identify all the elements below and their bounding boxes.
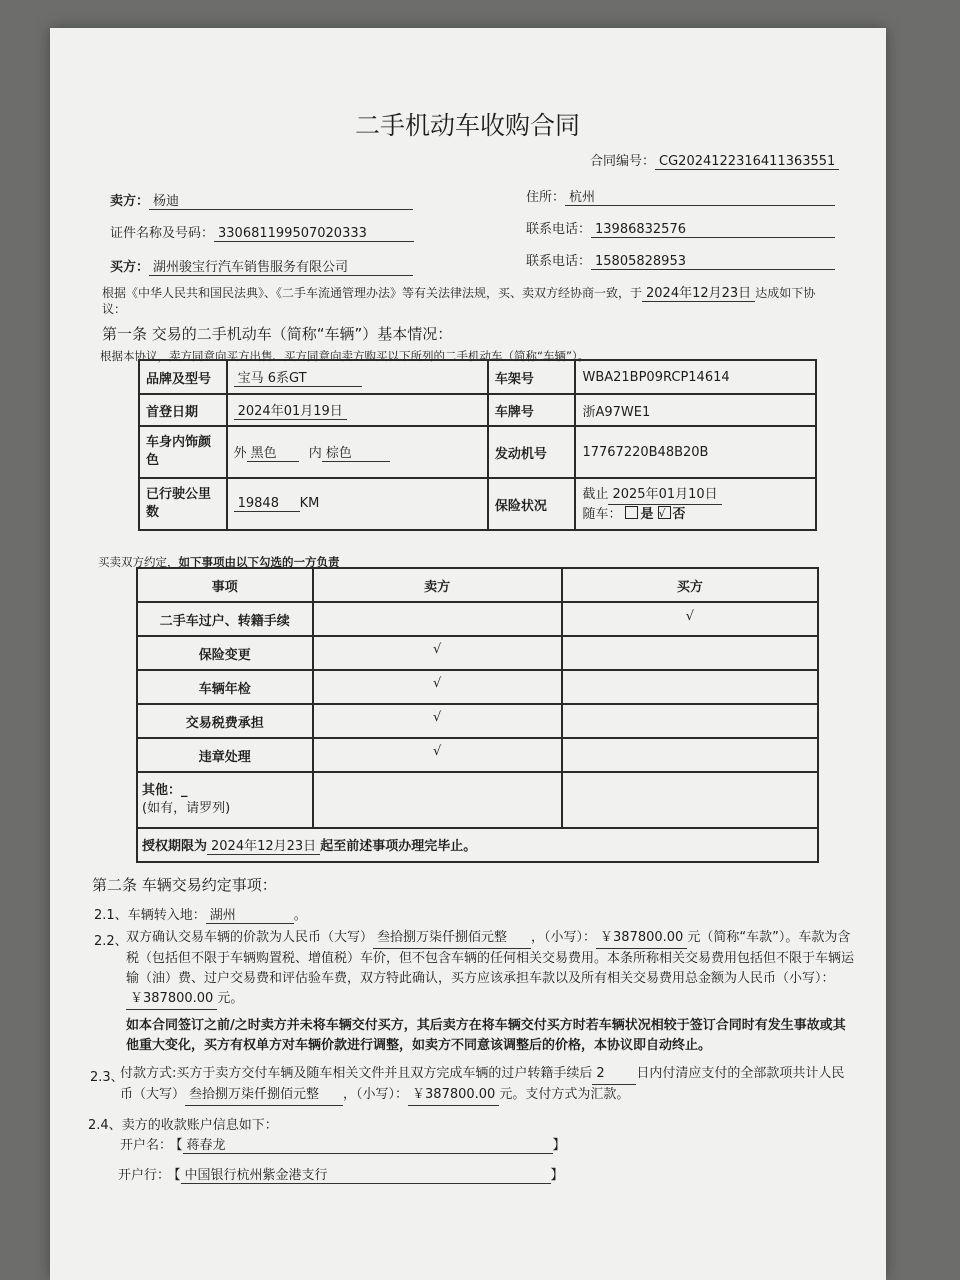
brand-value [227, 360, 488, 394]
seller-phone: 13986832576 [591, 222, 835, 238]
price-lower: ￥387800.00 [596, 928, 687, 949]
clause-2-4-label: 卖方的收款账户信息如下： [121, 1118, 278, 1133]
seller-address: 杭州 [565, 186, 835, 206]
clause-2-2-number: 2.2、 [94, 934, 128, 949]
account-name-row [120, 1134, 566, 1154]
engine-value: 17767220B48B20B [575, 426, 816, 478]
bracket-close: 】 [550, 1168, 564, 1183]
seller-address-row [526, 186, 835, 206]
insurance-value [575, 478, 816, 530]
id-row [110, 222, 414, 242]
row-seller-mark: √ [313, 738, 562, 772]
table-row [137, 704, 818, 738]
auth-label: 授权期限为 [142, 839, 208, 854]
no-checkbox[interactable] [658, 506, 671, 519]
row-buyer-mark [562, 636, 818, 670]
contract-number-value: CG2024122316411363551 [655, 154, 839, 170]
other-buyer [562, 772, 818, 828]
row-seller-mark [313, 602, 562, 636]
engine-label: 发动机号 [488, 426, 576, 478]
first-reg-label: 首登日期 [139, 394, 227, 426]
vehicle-row [139, 478, 816, 530]
mileage-value [227, 478, 488, 530]
row-buyer-mark [562, 738, 818, 772]
clause-2-2-text-a: 双方确认交易车辆的价款为人民币（大写） [126, 930, 374, 945]
payment-upper: 叁拾捌万柒仟捌佰元整 [185, 1085, 343, 1106]
auth-row [137, 828, 818, 862]
row-item: 交易税费承担 [137, 704, 313, 738]
clause-2-2-text-c: 元（简称“车款”）。车款为含税（包括但不限于车辆购置税、增值税）车价，但不包含车辆的任何相关交易费用。本条所称相关交易费用包括但不限于车辆运输（油）费、过户交易费和评估验车费，双方特此确认，买方应该承担车款以及所有相关交易费用总金额为人民币（小写）： [126, 930, 855, 986]
seller-label: 卖方： [110, 194, 150, 209]
mileage-label: 已行驶公里数 [139, 478, 227, 530]
row-item: 二手车过户、转籍手续 [137, 602, 313, 636]
bracket-open: 【 [176, 1138, 183, 1153]
bracket-open: 【 [174, 1168, 181, 1183]
mileage-number: 19848 [234, 496, 300, 512]
vehicle-row [139, 394, 816, 426]
clause-2-4-number: 2.4、 [88, 1118, 122, 1133]
clause-2-3-text-a: 付款方式:买方于卖方交付车辆及随车相关文件并且双方完成车辆的过户转籍手续后 [120, 1066, 593, 1081]
clause-2-3-number: 2.3、 [90, 1070, 124, 1085]
clause-2-4 [88, 1114, 278, 1133]
row-buyer-mark: √ [562, 602, 818, 636]
preamble [102, 282, 815, 302]
buyer-row [110, 256, 413, 276]
buyer-name: 湖州骏宝行汽车销售服务有限公司 [149, 256, 413, 276]
table-row [137, 636, 818, 670]
table-row [137, 738, 818, 772]
row-buyer-mark [562, 670, 818, 704]
clause-2-2-bold: 如本合同签订之前/之时卖方并未将车辆交付买方，其后卖方在将车辆交付买方时若车辆状况相较于签订合同时有发生事故或其他重大变化，买方有权单方对车辆价款进行调整，如卖方不同意该调整后的价格，本协议即自动终止。 [126, 1018, 846, 1053]
row-seller-mark: √ [313, 636, 562, 670]
clause-2-2-text-b: ，（小写）： [531, 930, 597, 945]
int-color: 棕色 [322, 442, 390, 462]
no-label: 否 [672, 506, 686, 522]
color-label: 车身内饰颜色 [139, 426, 227, 478]
follow-label: 随车： [582, 506, 622, 522]
article2-heading: 第二条 车辆交易约定事项： [92, 876, 277, 894]
vehicle-table [138, 359, 817, 531]
price-upper: 叁拾捌万柒仟捌佰元整 [373, 928, 531, 949]
clause-2-3-text-c: ，（小写）： [343, 1087, 409, 1102]
payment-days: 2 [592, 1064, 636, 1085]
clause-2-3 [120, 1064, 856, 1106]
ext-label: 外 [233, 446, 247, 461]
vehicle-row [139, 426, 816, 478]
int-label: 内 [308, 446, 322, 461]
auth-date: 2024年12月23日 [207, 835, 320, 855]
buyer-phone: 15805828953 [591, 254, 835, 270]
article1-intro: 根据本协议，卖方同意向买方出售、买方同意向卖方购买以下所列的二手机动车（简称“车辆”）。 [100, 349, 590, 363]
vehicle-row [139, 360, 816, 394]
other-seller [313, 772, 562, 828]
buyer-label: 买方： [110, 260, 150, 275]
buyer-phone-row [526, 250, 835, 270]
insurance-date: 2025年01月10日 [608, 485, 721, 505]
responsibility-table [136, 567, 819, 863]
yes-checkbox[interactable] [625, 506, 638, 519]
auth-cell [137, 828, 818, 862]
clause-2-3-text-d: 元。支付方式为汇款。 [499, 1087, 630, 1102]
insurance-label: 保险状况 [488, 478, 576, 530]
price-total: ￥387800.00 [126, 989, 217, 1010]
contract-number [590, 150, 839, 170]
row-seller-mark: √ [313, 670, 562, 704]
color-value [227, 426, 488, 478]
payment-lower: ￥387800.00 [408, 1085, 499, 1106]
clause-2-1-label: 车辆转入地： [127, 908, 206, 923]
vin-value: WBA21BP09RCP14614 [575, 360, 816, 394]
responsibility-intro-bold: 如下事项由以下勾选的一方负责 [178, 555, 340, 569]
vin-label: 车架号 [488, 360, 576, 394]
first-reg-text: 2024年01月19日 [234, 400, 347, 420]
other-row [137, 772, 818, 828]
bank-label: 开户行： [118, 1168, 171, 1183]
row-item: 车辆年检 [137, 670, 313, 704]
auth-tail: 起至前述事项办理完毕止。 [320, 839, 477, 854]
seller-phone-label: 联系电话： [526, 222, 592, 237]
id-value: 330681199507020333 [214, 226, 414, 242]
seller-name: 杨迪 [149, 190, 413, 210]
brand-label: 品牌及型号 [139, 360, 227, 394]
follow-line [582, 505, 809, 524]
clause-2-1-value: 湖州 [206, 904, 294, 924]
clause-2-3-text-b: 日内付清应支付的全部款项共计人民币（大写） [120, 1066, 845, 1102]
brand-text: 宝马 6系GT [234, 367, 362, 387]
bank-name: 中国银行杭州紫金港支行 [181, 1164, 551, 1184]
responsibility-intro-text: 买卖双方约定， [98, 555, 179, 569]
header-item: 事项 [137, 568, 313, 602]
clause-2-2 [126, 928, 856, 1010]
preamble-date: 2024年12月23日 [642, 282, 755, 302]
other-cell [137, 772, 313, 828]
seller-address-label: 住所： [526, 190, 566, 205]
first-reg-value [227, 394, 488, 426]
article1-heading: 第一条 交易的二手机动车（简称“车辆”）基本情况： [102, 325, 453, 343]
preamble-text: 根据《中华人民共和国民法典》、《二手车流通管理办法》等有关法律法规，买、卖双方经协商一致，于 [102, 286, 643, 300]
contract-number-label: 合同编号： [590, 154, 656, 169]
clause-2-1: 2.1、车辆转入地： 湖州 。 [94, 904, 307, 924]
table-row [137, 602, 818, 636]
account-name: 蒋春龙 [183, 1134, 553, 1154]
plate-label: 车牌号 [488, 394, 576, 426]
header-seller: 卖方 [313, 568, 562, 602]
account-name-label: 开户名： [120, 1138, 173, 1153]
mileage-unit: KM [299, 496, 320, 511]
bracket-close: 】 [552, 1138, 566, 1153]
contract-paper [50, 28, 886, 1280]
row-item: 保险变更 [137, 636, 313, 670]
row-item: 违章处理 [137, 738, 313, 772]
seller-row [110, 190, 413, 210]
preamble-tail2: 议： [102, 302, 127, 316]
yes-label: 是 [640, 506, 654, 522]
id-label: 证件名称及号码： [110, 226, 215, 241]
responsibility-header [137, 568, 818, 602]
plate-value: 浙A97WE1 [575, 394, 816, 426]
clause-2-2-text-d: 元。 [217, 991, 244, 1006]
insurance-prefix: 截止 [582, 486, 609, 502]
other-note: (如有，请罗列) [142, 801, 231, 816]
other-label: 其他：_ [142, 783, 188, 798]
ext-color: 黑色 [247, 442, 299, 462]
preamble-tail: 达成如下协 [755, 286, 816, 300]
table-row [137, 670, 818, 704]
buyer-phone-label: 联系电话： [526, 254, 592, 269]
insurance-date-line [582, 485, 809, 505]
header-buyer: 买方 [562, 568, 818, 602]
seller-phone-row [526, 218, 835, 238]
row-buyer-mark [562, 704, 818, 738]
contract-title: 二手机动车收购合同 [355, 111, 581, 140]
bank-row [118, 1164, 564, 1184]
row-seller-mark: √ [313, 704, 562, 738]
clause-2-1-number: 2.1、 [94, 908, 128, 923]
